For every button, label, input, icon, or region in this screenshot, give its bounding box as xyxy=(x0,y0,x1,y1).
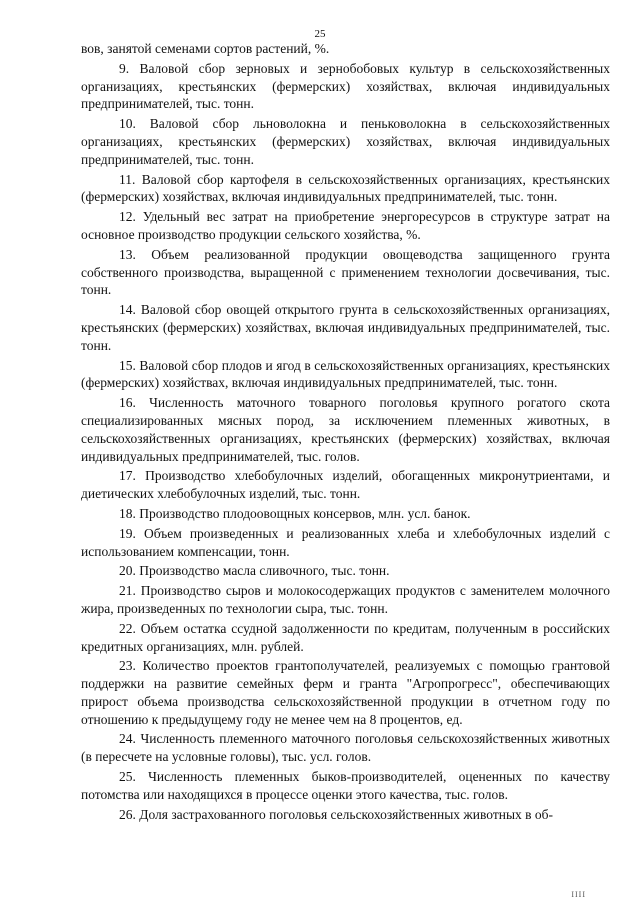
paragraph-item-16: 16. Численность маточного товарного поголовья крупного рогатого скота специализированных мясных пород, за исключением племенных животных, в сельскохозяйственных организациях, крестьянских (фермерских) хозяйствах, включая индивидуальных предпринимателей, тыс. голов. xyxy=(81,395,610,464)
paragraph-item-19: 19. Объем произведенных и реализованных хлеба и хлебобулочных изделий с использованием компенсации, тонн. xyxy=(81,525,610,559)
paragraph-item-22: 22. Объем остатка ссудной задолженности по кредитам, полученным в российских кредитных организациях, млн. рублей. xyxy=(81,620,610,654)
page-number: 25 xyxy=(314,28,326,40)
paragraph-item-18: 18. Производство плодоовощных консервов, млн. усл. банок. xyxy=(119,505,471,521)
paragraph-item-10: 10. Валовой сбор льноволокна и пеньковолокна в сельскохозяйственных организациях, крестьянских (фермерских) хозяйствах, включая индивидуальных предпринимателей, тыс. тонн. xyxy=(81,116,610,167)
paragraph-item-15: 15. Валовой сбор плодов и ягод в сельскохозяйственных организациях, крестьянских (фермерских) хозяйствах, включая индивидуальных предпринимателей, тыс. тонн. xyxy=(81,357,610,391)
paragraph-item-9: 9. Валовой сбор зерновых и зернобобовых культур в сельскохозяйственных организациях, крестьянских (фермерских) хозяйствах, включая индивидуальных предпринимателей, тыс. тонн. xyxy=(81,60,610,112)
paragraph-item-20: 20. Производство масла сливочного, тыс. тонн. xyxy=(119,563,390,579)
paragraph-item-13: 13. Объем реализованной продукции овощеводства защищенного грунта собственного производства, выращенной с применением технологии досвечивания, тыс. тонн. xyxy=(81,246,610,298)
paragraph-continuation: вов, занятой семенами сортов растений, %. xyxy=(81,41,330,56)
paragraph-item-25: 25. Численность племенных быков-производителей, оцененных по качеству потомства или находящихся в процессе оценки этого качества, тыс. голов. xyxy=(81,769,610,802)
document-body xyxy=(81,40,610,825)
paragraph-item-17: 17. Производство хлебобулочных изделий, обогащенных микронутриентами, и диетических хлебобулочных изделий, тыс. тонн. xyxy=(81,468,610,502)
paragraph-item-11: 11. Валовой сбор картофеля в сельскохозяйственных организациях, крестьянских (фермерских) хозяйствах, включая индивидуальных предпринимателей, тыс. тонн. xyxy=(81,171,610,205)
paragraph-item-14: 14. Валовой сбор овощей открытого грунта в сельскохозяйственных организациях, крестьянских (фермерских) хозяйствах, включая индивидуальных предпринимателей, тыс. тонн. xyxy=(81,302,610,353)
paragraph-item-26: 26. Доля застрахованного поголовья сельскохозяйственных животных в об- xyxy=(119,806,554,822)
paragraph-item-23: 23. Количество проектов грантополучателей, реализуемых с помощью грантовой поддержки на развитие семейных ферм и гранта "Агропрогресс", обеспечивающих прирост объема производства сельскохозяйственной продукции в отчетном году по отношению к предыдущему году не менее чем на 8 процентов, ед. xyxy=(81,658,610,727)
paragraph-item-24: 24. Численность племенного маточного поголовья сельскохозяйственных животных (в пересчете на условные головы), тыс. усл. голов. xyxy=(81,731,610,765)
paragraph-item-21: 21. Производство сыров и молокосодержащих продуктов с заменителем молочного жира, произведенных по технологии сыра, тыс. тонн. xyxy=(81,583,610,616)
footer-mark: IIII xyxy=(571,890,586,899)
paragraph-item-12: 12. Удельный вес затрат на приобретение энергоресурсов в структуре затрат на основное производство продукции сельского хозяйства, %. xyxy=(81,209,610,242)
